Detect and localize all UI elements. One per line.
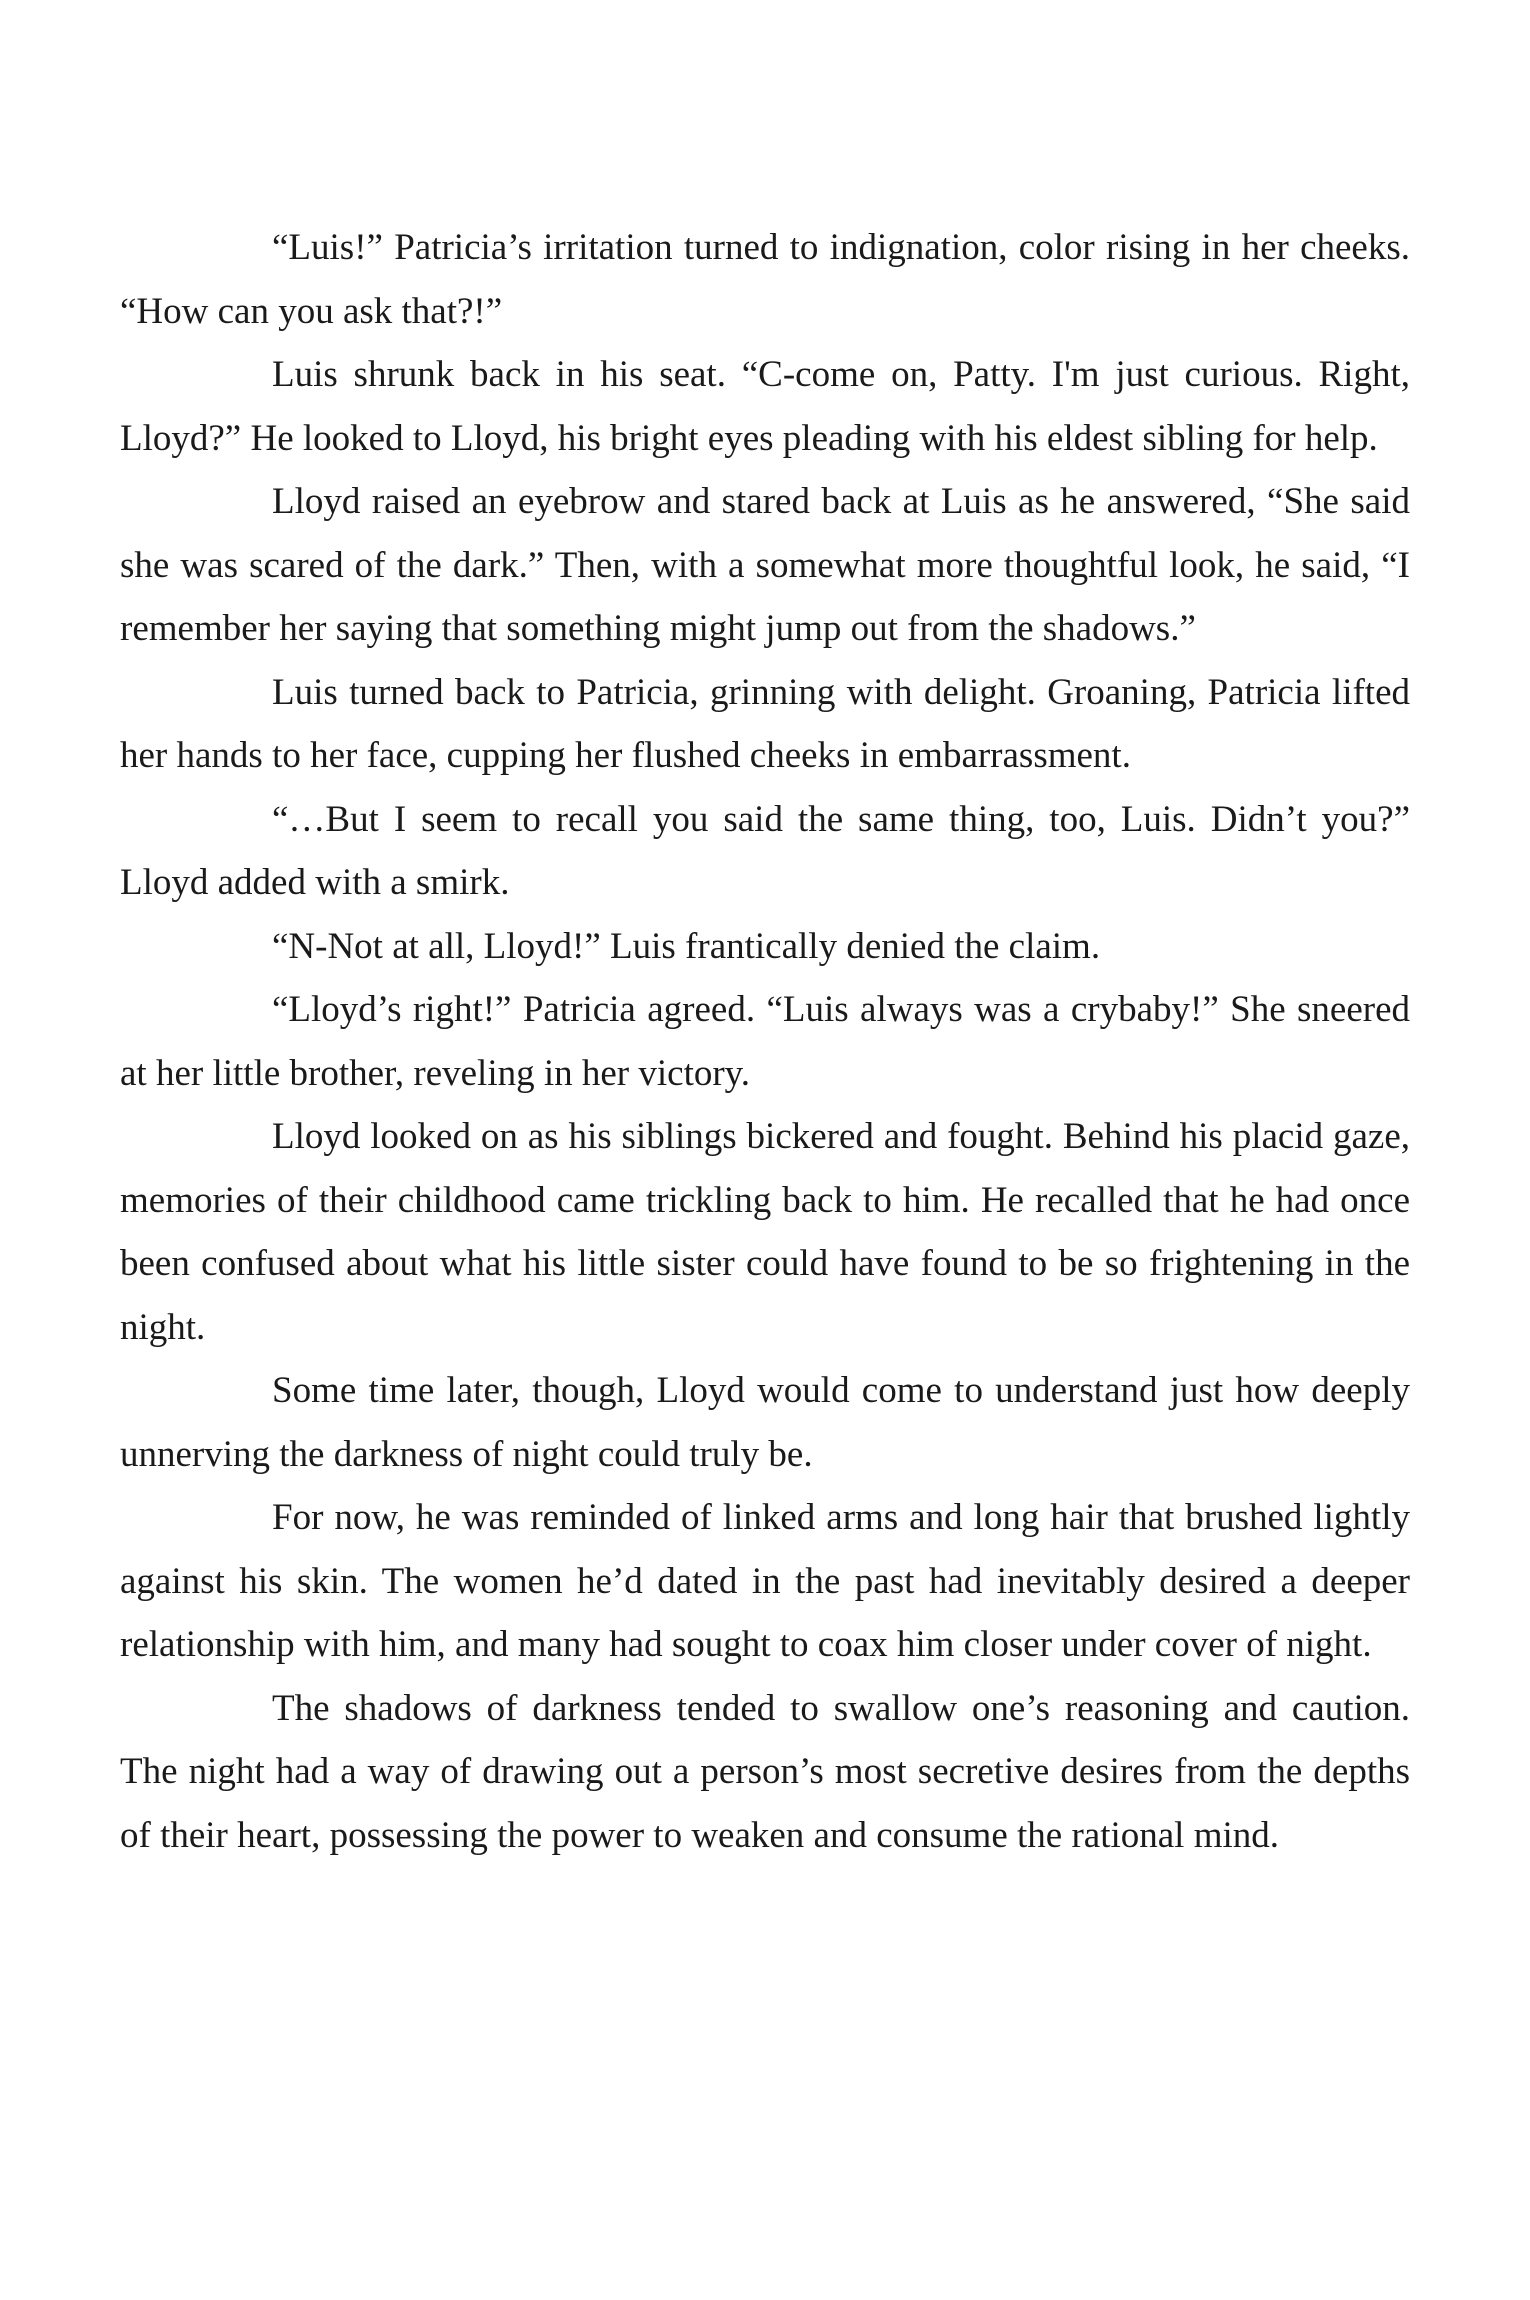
paragraph: Lloyd raised an eyebrow and stared back at Luis as he answered, “She said she was scared of the dark.” Then, with a somewhat more thoughtful look, he said, “I remember her saying that something might jump out from the shadows.” [120,481,1410,649]
paragraph: For now, he was reminded of linked arms and long hair that brushed lightly against his skin. The women he’d dated in the past had inevitably desired a deeper relationship with him, and many had sought to coax him closer under cover of night. [120,1497,1410,1665]
page-body-text [120,216,1410,1867]
paragraph: Lloyd looked on as his siblings bickered and fought. Behind his placid gaze, memories of their childhood came trickling back to him. He recalled that he had once been confused about what his little sister could have found to be so frightening in the night. [120,1116,1410,1348]
paragraph: “…But I seem to recall you said the same thing, too, Luis. Didn’t you?” Lloyd added with a smirk. [120,798,1410,903]
paragraph: Luis turned back to Patricia, grinning with delight. Groaning, Patricia lifted her hands to her face, cupping her flushed cheeks in embarrassment. [120,671,1410,776]
paragraph: “Lloyd’s right!” Patricia agreed. “Luis always was a crybaby!” She sneered at her little brother, reveling in her victory. [120,989,1410,1094]
paragraph: The shadows of darkness tended to swallow one’s reasoning and caution. The night had a way of drawing out a person’s most secretive desires from the depths of their heart, possessing the power to weaken and consume the rational mind. [120,1687,1410,1856]
paragraph: “Luis!” Patricia’s irritation turned to indignation, color rising in her cheeks. “How can you ask that?!” [120,227,1410,332]
paragraph: “N-Not at all, Lloyd!” Luis frantically denied the claim. [272,925,1101,967]
paragraph: Luis shrunk back in his seat. “C-come on, Patty. I'm just curious. Right, Lloyd?” He looked to Lloyd, his bright eyes pleading with his eldest sibling for help. [120,354,1410,459]
paragraph: Some time later, though, Lloyd would come to understand just how deeply unnerving the darkness of night could truly be. [120,1370,1410,1475]
